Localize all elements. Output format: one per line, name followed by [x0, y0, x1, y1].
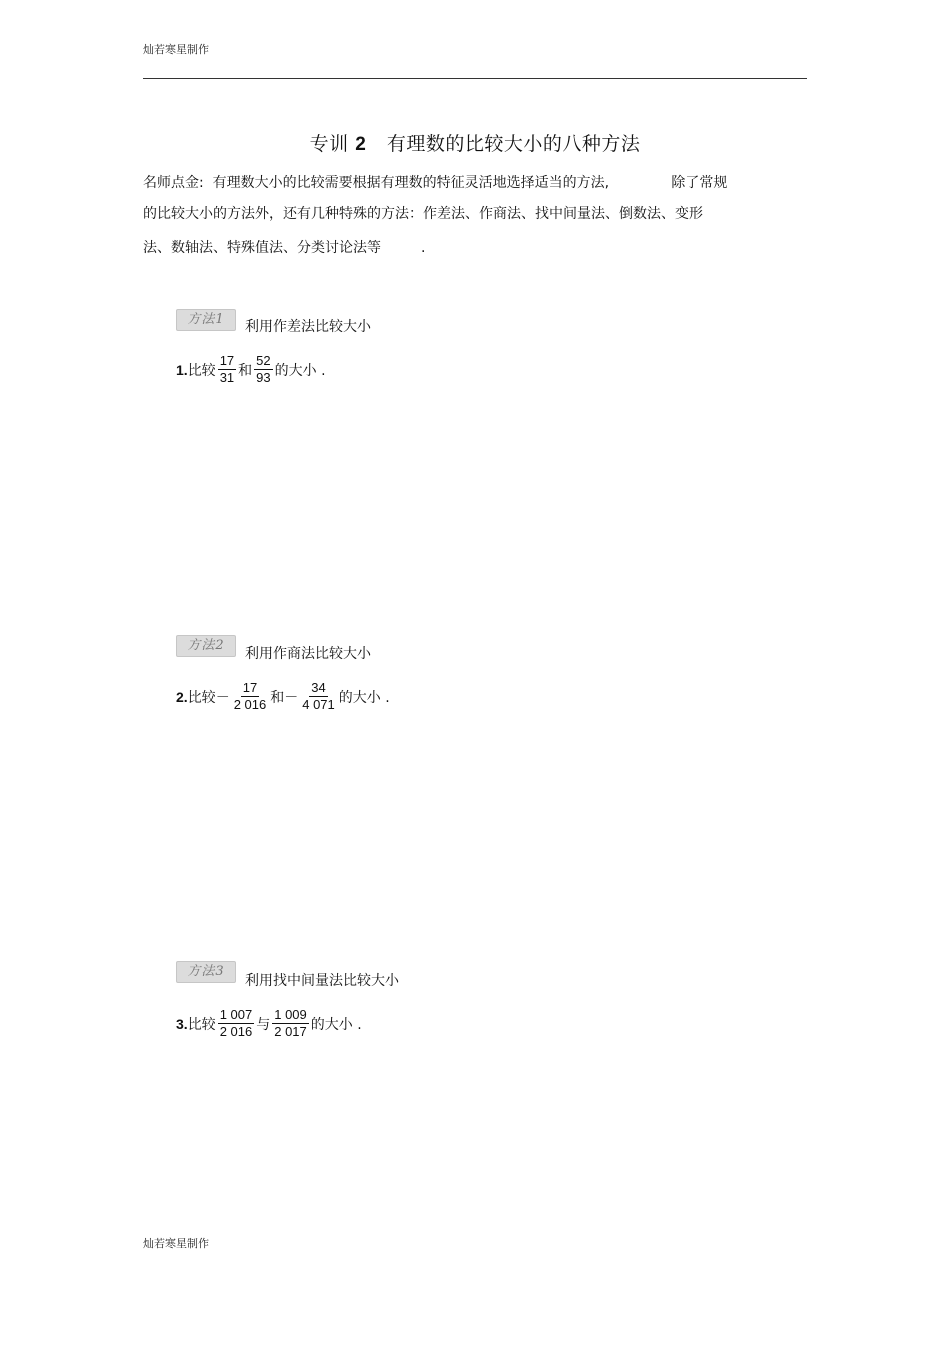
denominator: 2 016	[233, 697, 267, 712]
header-divider	[143, 78, 807, 79]
title-text: 有理数的比较大小的八种方法	[386, 133, 641, 155]
intro-line-3: 法、数轴法、特殊值法、分类讨论法等 .	[143, 240, 426, 256]
title-number: 2	[355, 134, 367, 155]
fraction-a	[232, 680, 269, 713]
fraction-a	[218, 1007, 255, 1040]
denominator: 2 016	[219, 1024, 253, 1039]
method-title: 利用找中间量法比较大小	[245, 973, 399, 989]
fraction-b	[272, 1007, 309, 1040]
denominator: 2 017	[274, 1024, 307, 1039]
fraction-b-sign: －	[284, 689, 299, 706]
title-prefix: 专训	[309, 133, 349, 155]
question-number: 3.	[176, 1015, 188, 1032]
question-3	[176, 1007, 362, 1040]
question-1	[176, 353, 326, 386]
numerator: 17	[219, 353, 235, 368]
question-suffix: 的大小 .	[338, 689, 390, 706]
method-title: 利用作差法比较大小	[245, 319, 371, 335]
denominator: 31	[219, 370, 235, 385]
connector: 和	[238, 362, 253, 379]
connector: 与	[256, 1016, 271, 1033]
method-badge: 方法2	[176, 635, 236, 657]
question-suffix: 的大小 .	[274, 362, 326, 379]
fraction-b	[300, 680, 337, 713]
numerator: 17	[242, 680, 258, 695]
fraction-a-sign: －	[215, 689, 230, 706]
question-suffix: 的大小 .	[310, 1016, 362, 1033]
numerator: 34	[311, 680, 326, 695]
connector: 和	[270, 689, 285, 706]
question-prefix: 比较	[187, 1016, 216, 1033]
numerator: 52	[256, 353, 271, 368]
fraction-a	[218, 353, 236, 386]
numerator: 1 007	[219, 1007, 253, 1022]
intro-line-1: 名师点金: 有理数大小的比较需要根据有理数的特征灵活地选择适当的方法, 除了常规	[143, 175, 728, 191]
question-prefix: 比较	[187, 362, 216, 379]
denominator: 4 071	[302, 697, 335, 712]
method-badge: 方法1	[176, 309, 236, 331]
fraction-b	[254, 353, 272, 386]
intro-line-2: 的比较大小的方法外，还有几种特殊的方法：作差法、作商法、找中间量法、倒数法、变形	[143, 206, 703, 222]
numerator: 1 009	[274, 1007, 307, 1022]
page-title	[0, 129, 950, 156]
denominator: 93	[256, 370, 271, 385]
page-header: 灿若寒星制作	[143, 43, 209, 56]
question-number: 2.	[176, 688, 188, 705]
page-footer: 灿若寒星制作	[143, 1237, 209, 1250]
question-prefix: 比较	[187, 689, 216, 706]
method-title: 利用作商法比较大小	[245, 646, 371, 662]
question-2	[176, 680, 390, 713]
question-number: 1.	[176, 361, 188, 378]
method-badge: 方法3	[176, 961, 236, 983]
